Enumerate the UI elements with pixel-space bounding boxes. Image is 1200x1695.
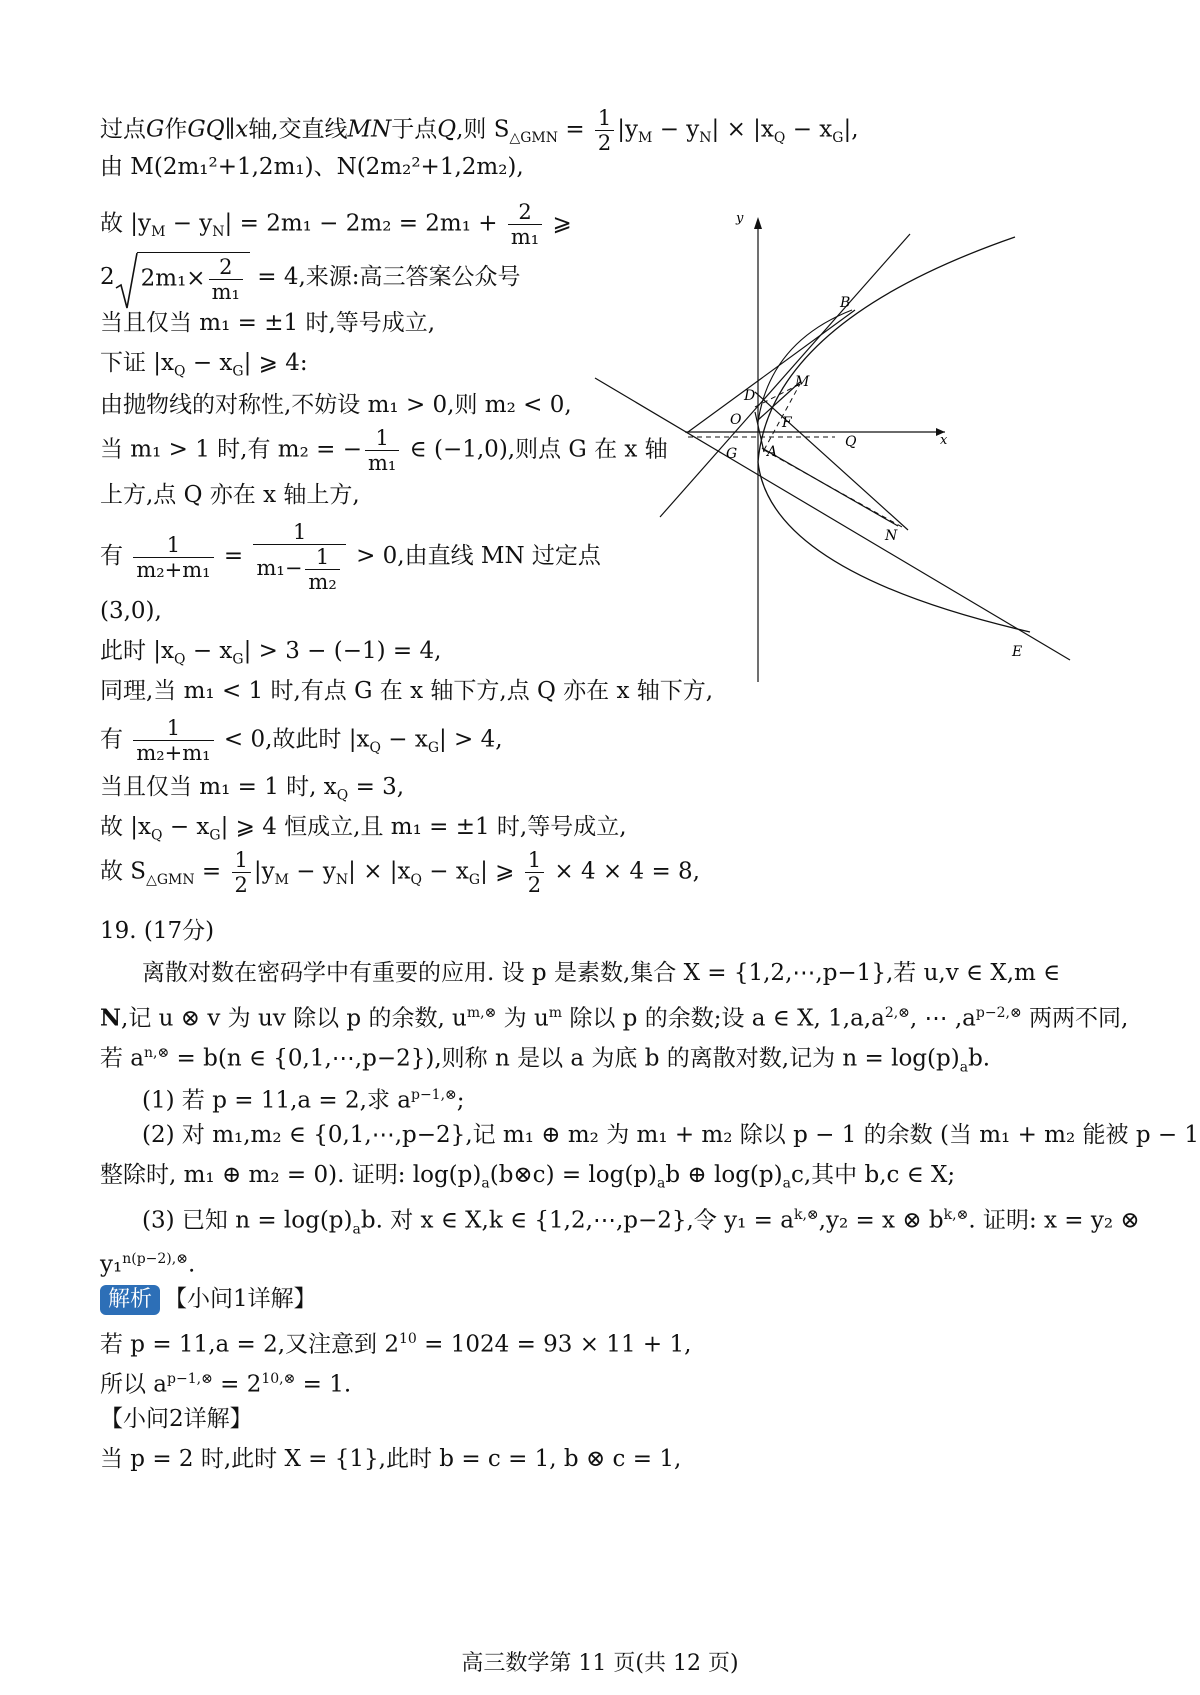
solution-line-14: 有 $\frac{1}{\text{m₂+m₁}}$ < 0,故此时 $|x_Q - x_G| > 4$, bbox=[100, 716, 503, 765]
analysis-badge: 解析 bbox=[100, 1285, 160, 1315]
label-q: Q bbox=[845, 434, 857, 450]
fraction-nested: 1 m₁− $\frac{1}{\text{m₂}}$ bbox=[253, 520, 345, 594]
solution-line-13: 同理,当 m₁ < 1 时,有点 G 在 x 轴下方,点 Q 亦在 x 轴下方, bbox=[100, 678, 714, 704]
solution-19-subheader-2: 【小问2详解】 bbox=[100, 1406, 253, 1432]
solution-line-11: (3,0), bbox=[100, 598, 162, 624]
solution-19-line-2: 所以 $a^{p-1,\otimes} = 2^{10,\otimes} = 1$. bbox=[100, 1371, 352, 1398]
problem-19-para-1: 离散对数在密码学中有重要的应用. 设 p 是素数,集合 X = {1,2,⋯,p−1},若 u,v ∈ X,m ∈ bbox=[142, 960, 1061, 986]
problem-19-heading: 19. (17分) bbox=[100, 918, 215, 944]
solution-19-line-3: 当 p = 2 时,此时 X = {1},此时 b = c = 1, b ⊗ c = 1, bbox=[100, 1446, 682, 1472]
problem-19-question-2: (2) 对 m₁,m₂ ∈ {0,1,⋯,p−2},记 m₁ ⊕ m₂ 为 m₁ + m₂ 除以 p − 1 的余数 (当 m₁ + m₂ 能被 p − 1 bbox=[142, 1122, 1200, 1148]
square-root: 2m₁× $\frac{2}{\text{m₁}}$ bbox=[115, 252, 250, 304]
label-b: B bbox=[840, 295, 851, 311]
fraction-half-3: $\frac{1}{2}$ bbox=[525, 848, 544, 897]
label-m: M bbox=[795, 374, 810, 390]
label-y: y bbox=[736, 211, 744, 226]
fraction-1-over-m2: $\frac{1}{\text{m₂}}$ bbox=[305, 545, 339, 594]
solution-line-5: 当且仅当 m₁ = ±1 时,等号成立, bbox=[100, 310, 436, 336]
solution-line-1: 过点G作GQ∥x轴,交直线MN于点Q,则 $S_{\triangle GMN}$ = $\frac{1}{2}$ $|y_M - y_N| \times |x_Q - x_G|$, bbox=[100, 106, 859, 155]
label-f: F bbox=[782, 415, 792, 431]
fraction-1-over-sum: $\frac{1}{\text{m₂+m₁}}$ bbox=[133, 533, 213, 582]
y-axis-arrow-icon bbox=[754, 217, 762, 229]
solution-19-line-1: 若 p = 11,a = 2,又注意到 $2^{10} = 1024 = 93 \times 11 + 1$, bbox=[100, 1331, 692, 1358]
fraction-half-2: $\frac{1}{2}$ bbox=[232, 848, 251, 897]
label-o: O bbox=[730, 412, 742, 428]
fraction-2-over-m1-root: $\frac{2}{\text{m₁}}$ bbox=[209, 255, 243, 304]
label-x: x bbox=[940, 433, 948, 448]
parabola-figure bbox=[640, 211, 1120, 692]
label-a: A bbox=[767, 444, 778, 460]
problem-19-question-3-cont: y₁$^{n(p-2),\otimes}$. bbox=[100, 1251, 196, 1278]
solution-line-9: 上方,点 Q 亦在 x 轴上方, bbox=[100, 482, 360, 508]
solution-line-16: 故 $|x_Q - x_G|$ ⩾ 4 恒成立,且 m₁ = ±1 时,等号成立, bbox=[100, 814, 627, 844]
fraction-1-over-sum-2: $\frac{1}{\text{m₂+m₁}}$ bbox=[133, 716, 213, 765]
problem-19-question-3: (3) 已知 $n = \log(p)_ab$. 对 x ∈ X,k ∈ {1,2,⋯,p−2},令 $y_1 = a^{k,\otimes},y_2 = x$ ⊗ $b^{k,\otimes}$. 证明: x = y₂ ⊗ bbox=[142, 1207, 1140, 1238]
label-n: N bbox=[885, 528, 898, 544]
line-be bbox=[660, 234, 910, 517]
fraction-half: $\frac{1}{2}$ bbox=[595, 106, 614, 155]
solution-line-4: 2 2m₁× $\frac{2}{\text{m₁}}$ = 4,来源:高三答案公众号 bbox=[100, 252, 521, 304]
solution-line-10: 有 $\frac{1}{\text{m₂+m₁}}$ = 1 m₁− $\frac{1}{\text{m₂}}$ > 0,由直线 MN 过定点 bbox=[100, 520, 601, 594]
solution-line-3: 故 $|y_M - y_N| = 2m_1 - 2m_2 = 2m_1$ + $\frac{2}{\text{m₁}}$ ⩾ bbox=[100, 200, 572, 249]
label-g: G bbox=[726, 446, 738, 462]
page-footer: 高三数学第 11 页(共 12 页) bbox=[461, 1651, 739, 1676]
parabola-curve bbox=[758, 237, 1030, 632]
problem-19-question-1: (1) 若 p = 11,a = 2,求 $a^{p-1,\otimes}$; bbox=[142, 1087, 465, 1114]
solution-19-header: 解析 【小问1详解】 bbox=[100, 1284, 317, 1315]
solution-line-15: 当且仅当 m₁ = 1 时, $x_Q = 3$, bbox=[100, 774, 405, 804]
problem-19-para-2: N,记 u ⊗ v 为 uv 除以 p 的余数, $u^{m,\otimes}$ 为 $u^m$ 除以 p 的余数;设 a ∈ X, $1,a,a^{2,\otimes}$, ⋯ $,a^{p-2,\otimes}$ 两两不同, bbox=[100, 1004, 1129, 1032]
fraction-1-over-m1: $\frac{1}{\text{m₁}}$ bbox=[365, 426, 399, 475]
solution-line-2: 由 M(2m₁²+1,2m₁)、N(2m₂²+1,2m₂), bbox=[100, 154, 524, 180]
label-e: E bbox=[1012, 644, 1023, 660]
line-m-n bbox=[755, 392, 908, 530]
problem-19-para-3: 若 $a^{n,\otimes} = b(n$ ∈ {0,1,⋯,p−2}),则称 n 是以 a 为底 b 的离散对数,记为 $n = \log(p)_ab$. bbox=[100, 1045, 991, 1076]
fraction-2-over-m1: $\frac{2}{\text{m₁}}$ bbox=[508, 200, 542, 249]
solution-line-12: 此时 $|x_Q - x_G| > 3 - (-1) = 4$, bbox=[100, 638, 442, 668]
solution-line-17: 故 $S_{\triangle GMN}$ = $\frac{1}{2}$ $|y_M - y_N| \times |x_Q - x_G|$ ⩾ $\frac{1}{2}$ × 4 × 4 = 8, bbox=[100, 848, 700, 897]
solution-line-7: 由抛物线的对称性,不妨设 m₁ > 0,则 m₂ < 0, bbox=[100, 392, 572, 418]
label-d: D bbox=[744, 388, 756, 404]
problem-19-question-2-cont: 整除时, m₁ ⊕ m₂ = 0). 证明: $\log(p)_a(b\otimes c) = \log(p)_ab$ ⊕ $\log(p)_ac$,其中 b,c ∈ X; bbox=[100, 1162, 956, 1192]
line-left-long bbox=[595, 378, 1070, 660]
solution-line-6: 下证 $|x_Q - x_G|$ ⩾ 4: bbox=[100, 350, 308, 380]
parabola-inner-arc bbox=[758, 310, 852, 422]
line-gb bbox=[688, 310, 855, 432]
solution-line-8: 当 m₁ > 1 时,有 m₂ = − $\frac{1}{\text{m₁}}$ ∈ (−1,0),则点 G 在 x 轴 bbox=[100, 426, 668, 475]
